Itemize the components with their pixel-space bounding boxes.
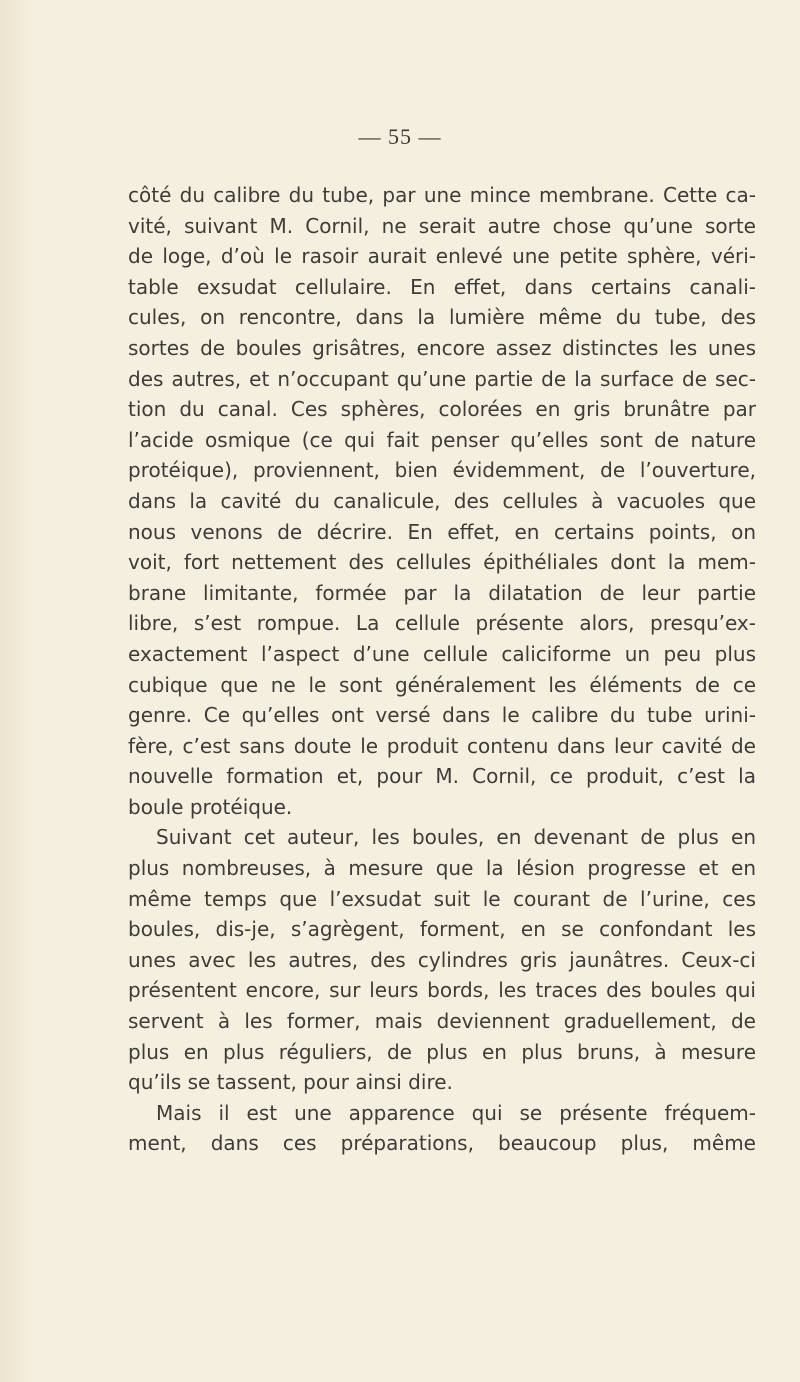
text-line: fère, c’est sans doute le produit contenu dans leur cavité de <box>128 733 756 758</box>
text-line: exactement l’aspect d’une cellule caliciforme un peu plus <box>128 641 756 666</box>
text-line: l’acide osmique (ce qui fait penser qu’elles sont de nature <box>128 427 756 452</box>
text-line: libre, s’est rompue. La cellule présente alors, presqu’ex- <box>128 611 756 636</box>
text-line: ment, dans ces préparations, beaucoup plus, même <box>128 1131 756 1156</box>
text-line: boule protéique. <box>128 794 293 819</box>
text-line: boules, dis-je, s’agrègent, forment, en se confondant les <box>128 917 756 942</box>
text-line: protéique), proviennent, bien évidemment, de l’ouverture, <box>128 458 756 483</box>
text-line: unes avec les autres, des cylindres gris jaunâtres. Ceux-ci <box>128 947 756 972</box>
text-line: des autres, et n’occupant qu’une partie de la surface de sec- <box>128 366 756 391</box>
text-line: côté du calibre du tube, par une mince membrane. Cette ca- <box>128 183 756 207</box>
text-line: table exsudat cellulaire. En effet, dans certains canali- <box>128 274 756 299</box>
text-line: qu’ils se tassent, pour ainsi dire. <box>128 1070 453 1095</box>
text-line: cubique que ne le sont généralement les éléments de ce <box>128 672 756 697</box>
text-line: cules, on rencontre, dans la lumière même du tube, des <box>128 305 756 330</box>
page-number: — 55 — <box>358 124 442 149</box>
text-line: présentent encore, sur leurs bords, les traces des boules qui <box>128 978 756 1003</box>
text-line: dans la cavité du canalicule, des cellules à vacuoles que <box>128 488 756 513</box>
page-gutter-shadow <box>0 0 32 1382</box>
text-line: tion du canal. Ces sphères, colorées en gris brunâtre par <box>128 397 756 422</box>
text-line: voit, fort nettement des cellules épithéliales dont la mem- <box>128 550 756 575</box>
text-line: même temps que l’exsudat suit le courant de l’urine, ces <box>128 886 756 911</box>
text-line: servent à les former, mais deviennent graduellement, de <box>128 1009 756 1034</box>
text-line: vité, suivant M. Cornil, ne serait autre chose qu’une sorte <box>128 213 756 238</box>
text-line: genre. Ce qu’elles ont versé dans le calibre du tube urini- <box>128 703 756 728</box>
text-line: sortes de boules grisâtres, encore assez distinctes les unes <box>128 335 756 360</box>
text-line: Suivant cet auteur, les boules, en devenant de plus en <box>156 825 756 850</box>
text-line: Mais il est une apparence qui se présente fréquem- <box>156 1100 756 1125</box>
text-line: brane limitante, formée par la dilatation de leur partie <box>128 580 756 605</box>
text-line: de loge, d’où le rasoir aurait enlevé une petite sphère, véri- <box>128 244 756 269</box>
body-text <box>128 180 756 1159</box>
text-line: nouvelle formation et, pour M. Cornil, ce produit, c’est la <box>128 764 756 789</box>
text-line: plus en plus réguliers, de plus en plus bruns, à mesure <box>128 1039 756 1064</box>
text-line: nous venons de décrire. En effet, en certains points, on <box>128 519 756 544</box>
text-line: plus nombreuses, à mesure que la lésion progresse et en <box>128 856 756 881</box>
